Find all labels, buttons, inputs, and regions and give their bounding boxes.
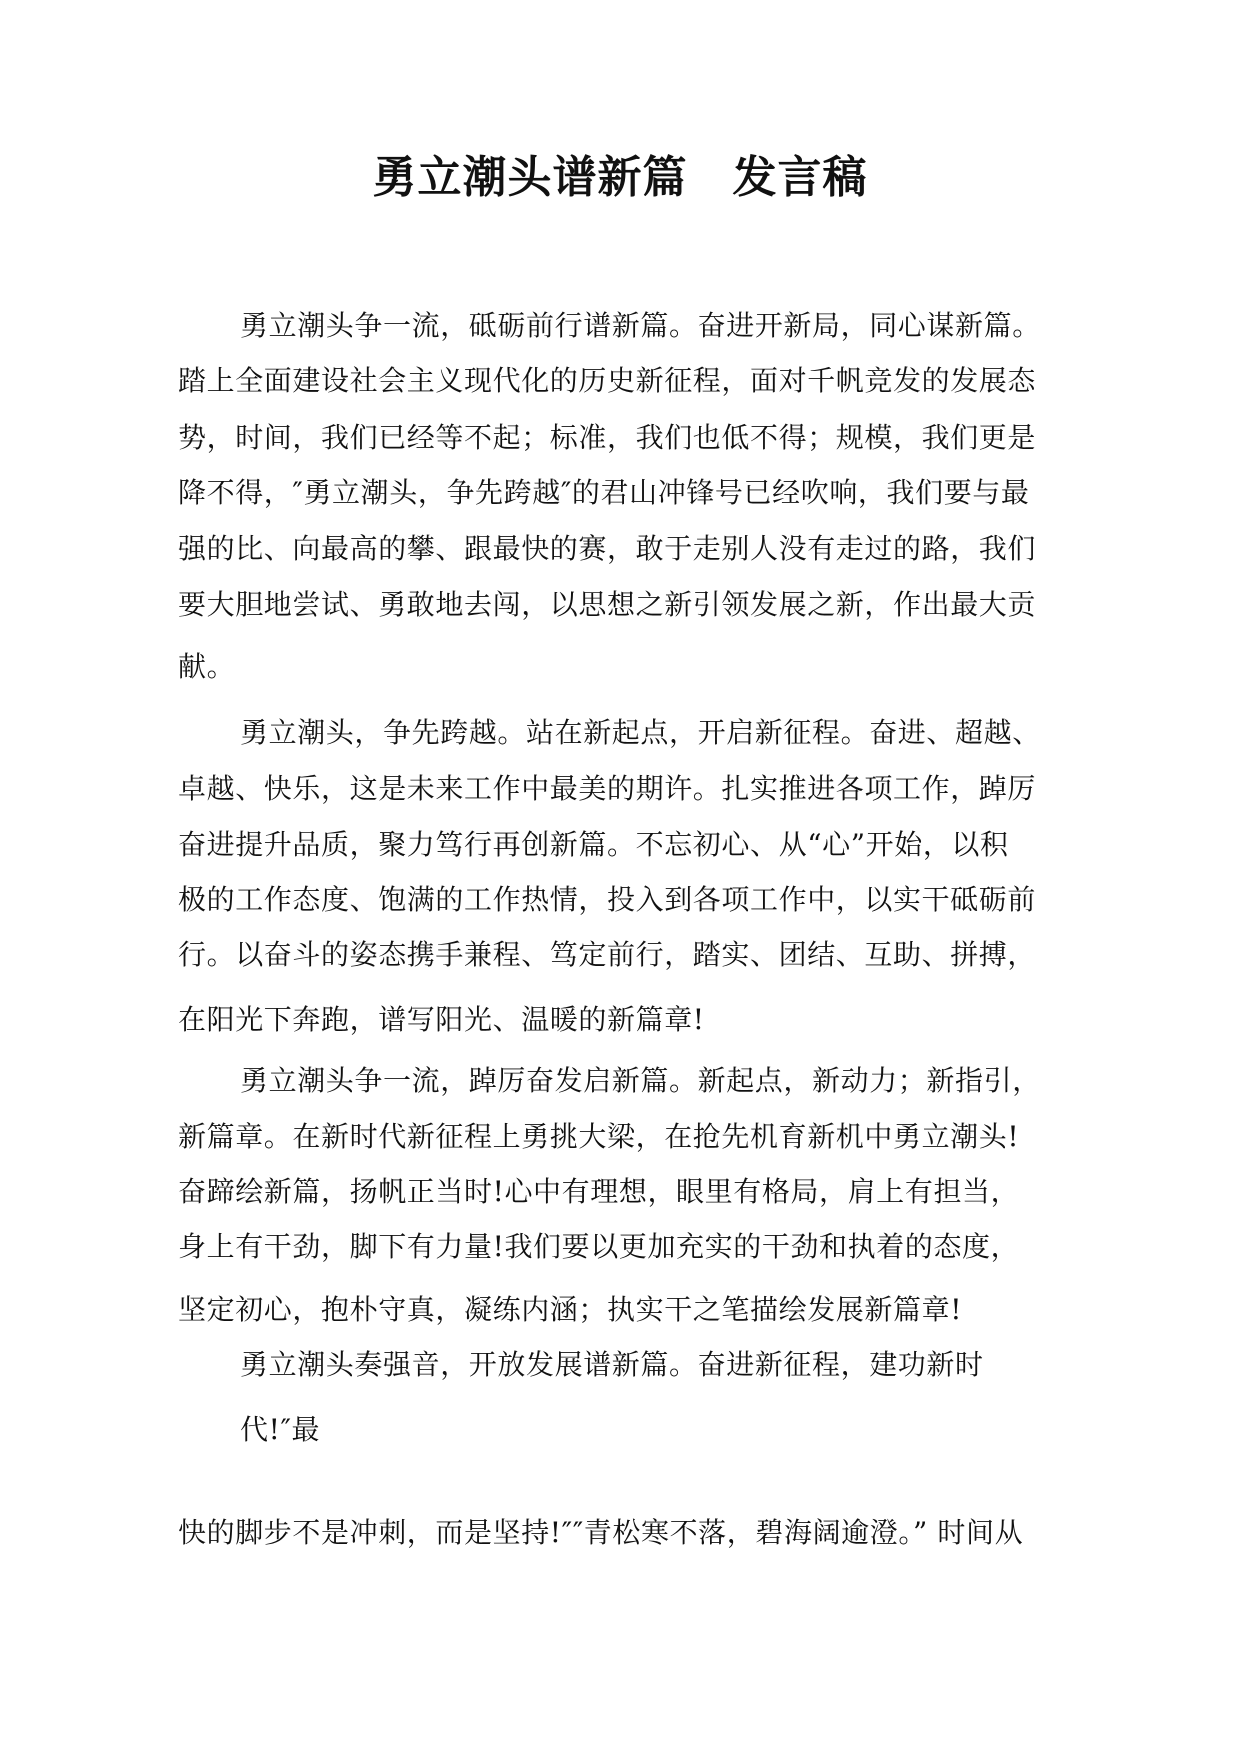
paragraph-line: 新篇章。在新时代新征程上勇挑大梁，在抢先机育新机中勇立潮头!: [178, 1120, 1020, 1153]
document-title: 勇立潮头谱新篇 发言稿: [372, 152, 868, 203]
paragraph-line: 勇立潮头奏强音，开放发展谱新篇。奋进新征程，建功新时: [240, 1348, 984, 1381]
paragraph-line: 快的脚步不是冲刺，而是坚持!″″青松寒不落，碧海阔逾澄。” 时间从: [178, 1516, 1024, 1549]
paragraph-line: 卓越、快乐，这是未来工作中最美的期许。扎实推进各项工作，踔厉: [178, 772, 1037, 805]
paragraph-line: 势，时间，我们已经等不起；标准，我们也低不得；规模，我们更是: [178, 421, 1037, 454]
paragraph-line: 在阳光下奔跑，谱写阳光、温暖的新篇章!: [178, 1003, 705, 1036]
paragraph-line: 奋进提升品质，聚力笃行再创新篇。不忘初心、从“心”开始，以积: [178, 828, 1009, 861]
paragraph-line: 献。: [178, 650, 236, 683]
paragraph-line: 行。以奋斗的姿态携手兼程、笃定前行，踏实、团结、互助、拼搏，: [178, 938, 1037, 971]
paragraph-line: 踏上全面建设社会主义现代化的历史新征程，面对千帆竞发的发展态: [178, 364, 1037, 397]
paragraph-line: 勇立潮头，争先跨越。站在新起点，开启新征程。奋进、超越、: [240, 716, 1041, 749]
paragraph-line: 强的比、向最高的攀、跟最快的赛，敢于走别人没有走过的路，我们: [178, 532, 1037, 565]
paragraph-line: 勇立潮头争一流，踔厉奋发启新篇。新起点，新动力；新指引，: [240, 1064, 1041, 1097]
paragraph-line: 身上有干劲，脚下有力量!我们要以更加充实的干劲和执着的态度，: [178, 1230, 1020, 1263]
paragraph-line: 极的工作态度、饱满的工作热情，投入到各项工作中，以实干砥砺前: [178, 883, 1037, 916]
paragraph-line: 要大胆地尝试、勇敢地去闯，以思想之新引领发展之新，作出最大贡: [178, 588, 1037, 621]
paragraph-line: 代!″最: [240, 1413, 321, 1446]
paragraph-line: 奋蹄绘新篇，扬帆正当时!心中有理想，眼里有格局，肩上有担当，: [178, 1175, 1020, 1208]
paragraph-line: 坚定初心，抱朴守真，凝练内涵；执实干之笔描绘发展新篇章!: [178, 1293, 963, 1326]
paragraph-line: 降不得，″勇立潮头，争先跨越″的君山冲锋号已经吹响，我们要与最: [178, 476, 1030, 509]
paragraph-line: 勇立潮头争一流，砥砺前行谱新篇。奋进开新局，同心谋新篇。: [240, 309, 1041, 342]
